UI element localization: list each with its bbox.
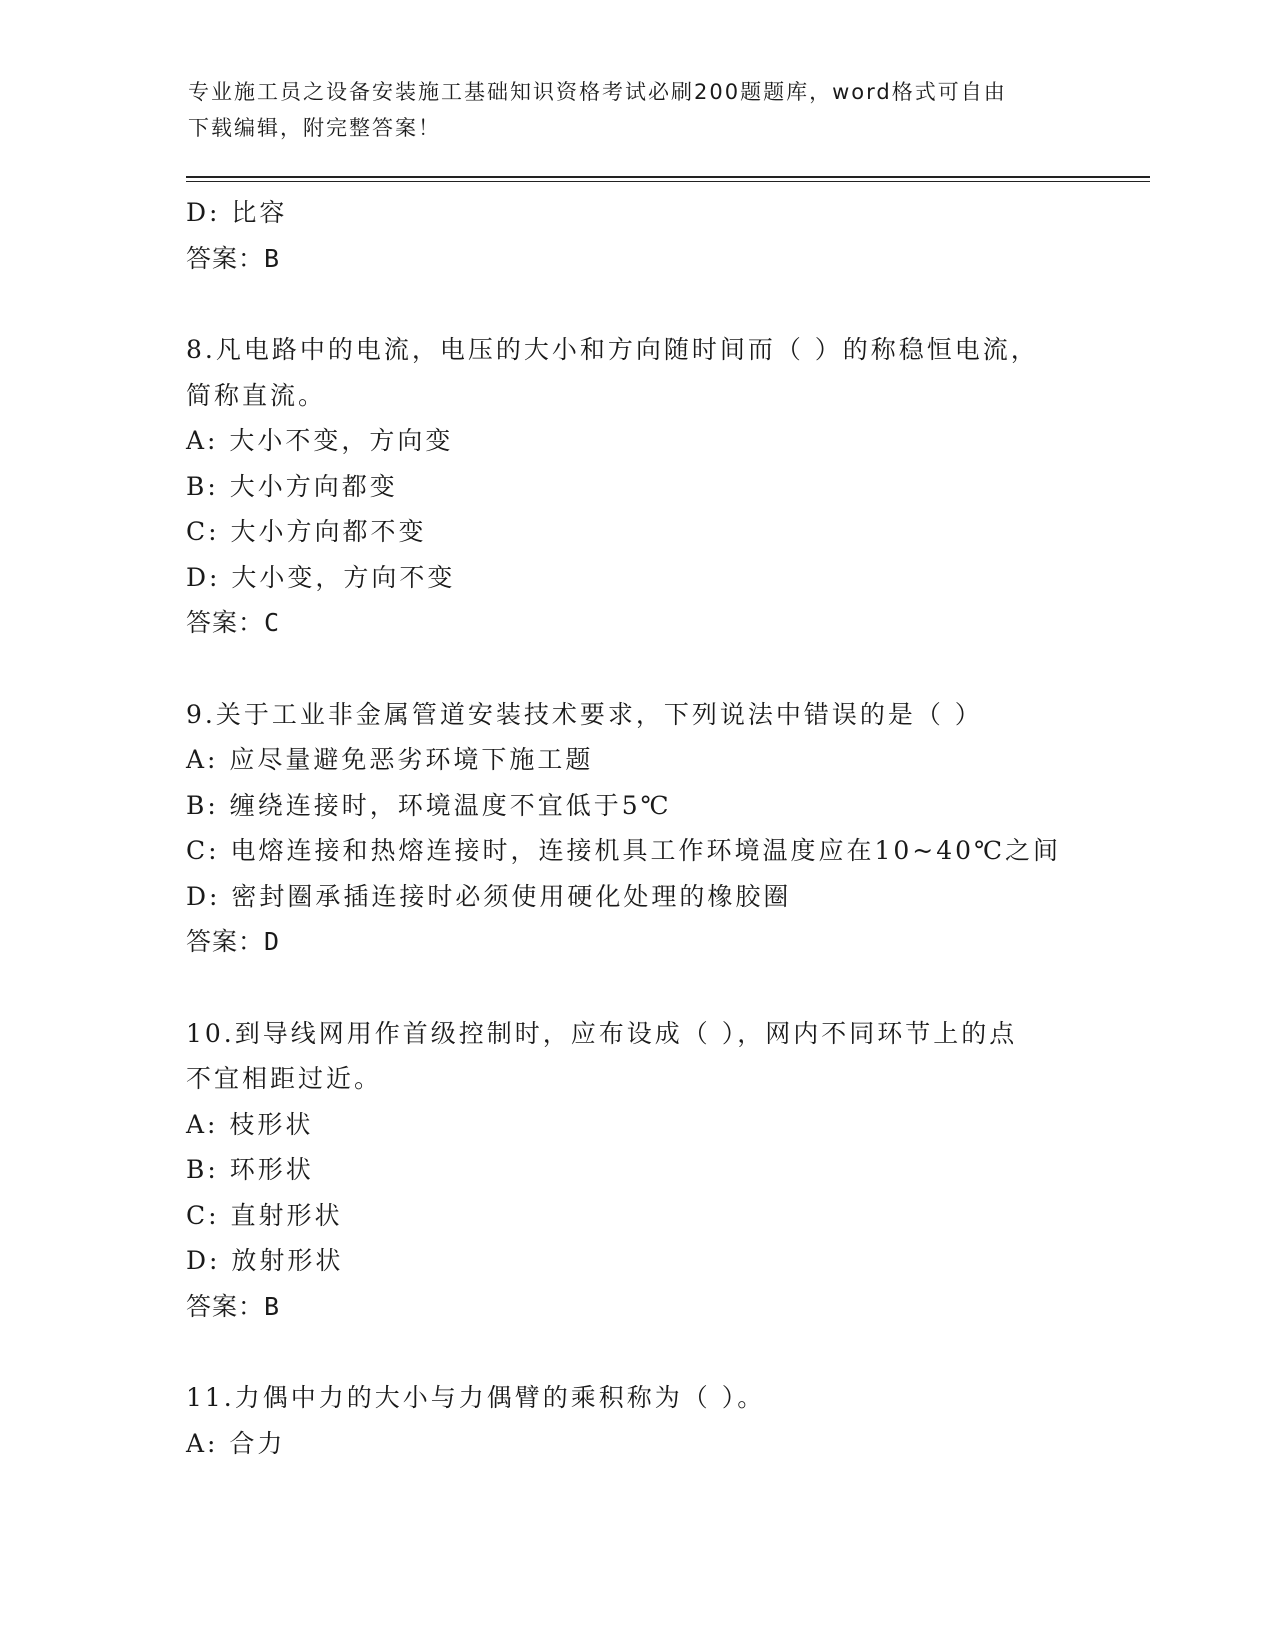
- header-rule-thick: [186, 176, 1150, 178]
- question-stem: 8.凡电路中的电流，电压的大小和方向随时间而（ ）的称稳恒电流，: [186, 335, 1039, 364]
- option-a: A: 大小不变，方向变: [186, 426, 454, 455]
- answer-value: D: [264, 927, 281, 956]
- option-d-prev: D: 比容: [186, 198, 288, 227]
- question-11: [186, 1375, 1086, 1466]
- option-b: B: 大小方向都变: [186, 471, 398, 501]
- option-d: D: 密封圈承插连接时必须使用硬化处理的橡胶圈: [186, 881, 792, 911]
- answer-label: 答案：: [186, 1291, 265, 1321]
- question-stem-cont: 简称直流。: [186, 380, 327, 410]
- answer-label: 答案：: [186, 243, 265, 273]
- answer-label: 答案：: [186, 608, 265, 637]
- page-header: [188, 74, 1088, 146]
- option-c: C: 直射形状: [186, 1200, 343, 1230]
- answer-label: 答案：: [186, 927, 265, 956]
- header-line-2: 下载编辑，附完整答案！: [188, 116, 441, 140]
- question-stem: 9.关于工业非金属管道安装技术要求，下列说法中错误的是（ ）: [186, 699, 983, 729]
- header-line-1: 专业施工员之设备安装施工基础知识资格考试必刷200题题库，word格式可自由: [188, 80, 1007, 104]
- question-8: [186, 327, 1086, 646]
- option-c: C: 大小方向都不变: [186, 517, 427, 546]
- option-d: D: 放射形状: [186, 1246, 344, 1275]
- answer-prev: [186, 236, 1086, 282]
- answer-value: C: [264, 608, 281, 637]
- answer-value: B: [264, 1291, 281, 1321]
- option-a: A: 应尽量避免恶劣环境下施工题: [186, 745, 594, 774]
- header-rule-thin: [186, 181, 1150, 182]
- answer: [186, 919, 1086, 965]
- option-b: B: 缠绕连接时，环境温度不宜低于5℃: [186, 790, 672, 820]
- option-a: A: 枝形状: [186, 1109, 314, 1139]
- option-d: D: 大小变，方向不变: [186, 562, 456, 592]
- question-stem: 11.力偶中力的大小与力偶臂的乘积称为（ ）。: [186, 1383, 766, 1412]
- answer: [186, 1284, 1086, 1330]
- answer: [186, 600, 1086, 646]
- option-a: A: 合力: [186, 1428, 286, 1458]
- document-body: [186, 190, 1086, 1466]
- question-9: [186, 692, 1086, 965]
- option-c: C: 电熔连接和热熔连接时，连接机具工作环境温度应在10~40℃之间: [186, 836, 1062, 865]
- answer-value: B: [264, 243, 281, 273]
- question-10: [186, 1011, 1086, 1330]
- question-stem-cont: 不宜相距过近。: [186, 1064, 383, 1093]
- question-stem: 10.到导线网用作首级控制时，应布设成（ ），网内不同环节上的点: [186, 1018, 1018, 1048]
- option-b: B: 环形状: [186, 1155, 314, 1184]
